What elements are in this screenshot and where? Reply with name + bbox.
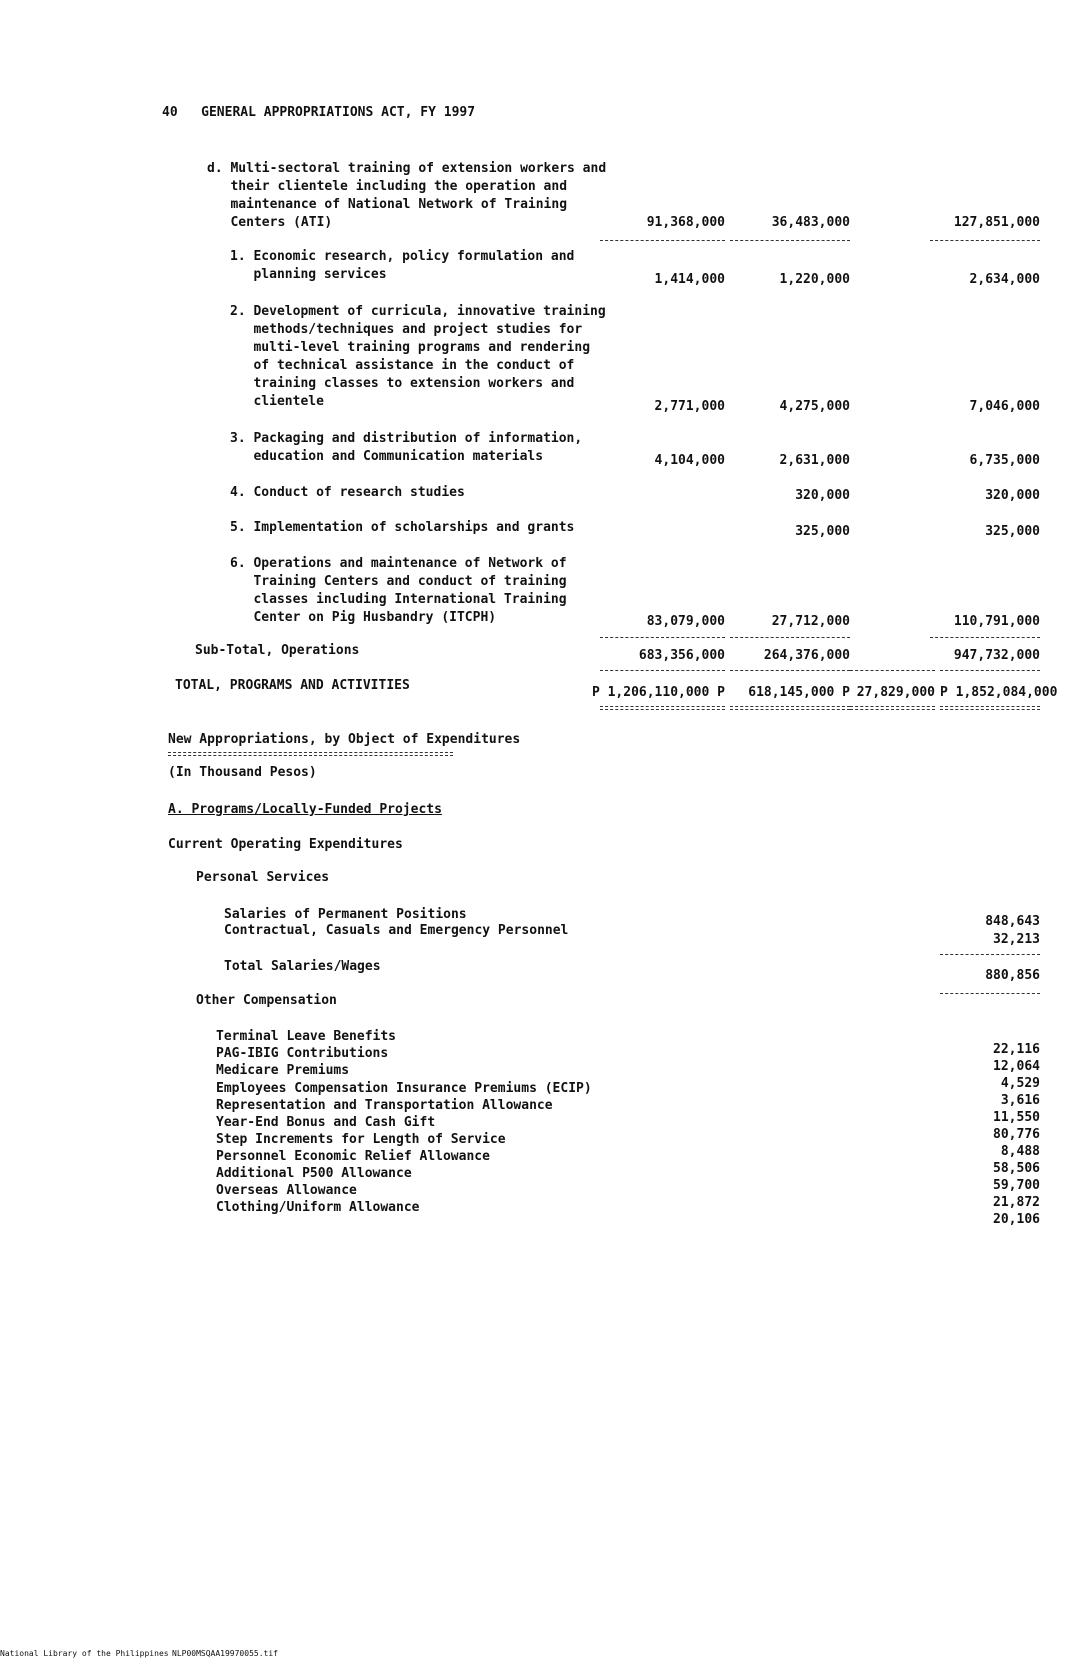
other-comp-value: 21,872 [993,1195,1040,1210]
other-comp-value: 4,529 [1000,1076,1040,1091]
rule-line [930,240,1040,241]
grand-total-label: TOTAL, PROGRAMS AND ACTIVITIES [175,678,410,693]
double-rule [850,706,935,710]
other-comp-value: 20,106 [993,1212,1040,1227]
other-comp-label: Representation and Transportation Allowance [216,1098,553,1113]
subitem-5-value-2: 325,000 [795,524,850,539]
subitem-3-value-1: 4,104,000 [654,453,725,468]
current-operating-heading: Current Operating Expenditures [168,837,403,852]
rule-line [600,637,725,638]
rule-line [730,670,850,671]
subtotal-value-2: 264,376,000 [763,648,850,663]
grand-total-value-1: P 1,206,110,000 P [591,685,725,700]
other-comp-label: Additional P500 Allowance [216,1166,412,1181]
double-rule [730,706,850,710]
subitem-1-value-1: 1,414,000 [654,272,725,287]
grand-total-value-4: P 1,852,084,000 [940,685,1058,700]
other-comp-label: Personnel Economic Relief Allowance [216,1149,490,1164]
subitem-4-total: 320,000 [985,488,1040,503]
rule-line [940,670,1040,671]
salary-line-value: 32,213 [993,932,1040,947]
total-salaries-label: Total Salaries/Wages [224,959,381,974]
other-comp-label: Step Increments for Length of Service [216,1132,506,1147]
other-compensation-heading: Other Compensation [196,993,337,1008]
subitem-3-label: 3. Packaging and distribution of information, education and Communication materials [230,431,583,464]
other-comp-value: 11,550 [993,1110,1040,1125]
rule-line [600,670,725,671]
other-comp-value: 80,776 [993,1127,1040,1142]
grand-total-value-2: 618,145,000 P [748,685,850,700]
subitem-2-value-1: 2,771,000 [654,399,725,414]
subitem-2-value-2: 4,275,000 [779,399,850,414]
other-comp-value: 22,116 [993,1042,1040,1057]
subtotal-total: 947,732,000 [953,648,1040,663]
new-approp-subtitle: (In Thousand Pesos) [168,765,317,780]
double-rule [940,706,1040,710]
subitem-5-total: 325,000 [985,524,1040,539]
rule-line [940,993,1040,994]
salary-line-label: Contractual, Casuals and Emergency Personnel [224,923,569,938]
other-comp-value: 58,506 [993,1161,1040,1176]
other-comp-label: Clothing/Uniform Allowance [216,1200,420,1215]
footer-library: National Library of the Philippines [0,1649,169,1658]
total-salaries-value: 880,856 [985,968,1040,983]
subtotal-label: Sub-Total, Operations [195,643,360,658]
rule-line [600,240,725,241]
other-comp-label: Employees Compensation Insurance Premiums (ECIP) [216,1081,592,1096]
subitem-5-label: 5. Implementation of scholarships and grants [230,520,575,535]
grand-total-value-3: 27,829,000 [856,685,935,700]
personal-services-heading: Personal Services [196,870,330,885]
subtotal-value-1: 683,356,000 [638,648,725,663]
other-comp-label: Medicare Premiums [216,1063,350,1078]
subitem-2-label: 2. Development of curricula, innovative training methods/techniques and project studies for multi-level training programs and rendering of technical assistance in the conduct of training classes to extension workers and clientele [230,304,606,409]
subitem-2-total: 7,046,000 [969,399,1040,414]
other-comp-value: 3,616 [1000,1093,1040,1108]
rule-line [930,637,1040,638]
subitem-3-total: 6,735,000 [969,453,1040,468]
page-header: 40 GENERAL APPROPRIATIONS ACT, FY 1997 [162,105,476,120]
subitem-1-total: 2,634,000 [969,272,1040,287]
other-comp-label: Year-End Bonus and Cash Gift [216,1115,436,1130]
other-comp-label: PAG-IBIG Contributions [216,1046,389,1061]
rule-line [850,670,935,671]
title-underline [168,752,453,756]
rule-line [730,637,850,638]
subitem-1-label: 1. Economic research, policy formulation and planning services [230,249,575,282]
subitem-1-value-2: 1,220,000 [779,272,850,287]
subitem-3-value-2: 2,631,000 [779,453,850,468]
salary-line-value: 848,643 [985,914,1040,929]
other-comp-value: 12,064 [993,1059,1040,1074]
activity-d-value-1: 91,368,000 [646,215,725,230]
other-comp-label: Terminal Leave Benefits [216,1029,397,1044]
subitem-4-label: 4. Conduct of research studies [230,485,465,500]
activity-d-value-2: 36,483,000 [771,215,850,230]
activity-d-total: 127,851,000 [953,215,1040,230]
subitem-6-value-1: 83,079,000 [646,614,725,629]
subitem-6-total: 110,791,000 [953,614,1040,629]
new-approp-title: New Appropriations, by Object of Expenditures [168,732,521,747]
activity-d-label: d. Multi-sectoral training of extension workers and their clientele including the operation and maintenance of National Network of Training Centers (ATI) [207,161,607,230]
salary-line-label: Salaries of Permanent Positions [224,907,467,922]
subitem-4-value-2: 320,000 [795,488,850,503]
section-a-heading: A. Programs/Locally-Funded Projects [168,802,442,817]
footer-filename: NLP00MSQAA19970055.tif [172,1649,278,1658]
double-rule [600,706,725,710]
other-comp-label: Overseas Allowance [216,1183,357,1198]
rule-line [730,240,850,241]
other-comp-value: 59,700 [993,1178,1040,1193]
subitem-6-value-2: 27,712,000 [771,614,850,629]
other-comp-value: 8,488 [1000,1144,1040,1159]
subitem-6-label: 6. Operations and maintenance of Network of Training Centers and conduct of training classes including International Training Center on Pig Husbandry (ITCPH) [230,556,567,625]
rule-line [940,954,1040,955]
